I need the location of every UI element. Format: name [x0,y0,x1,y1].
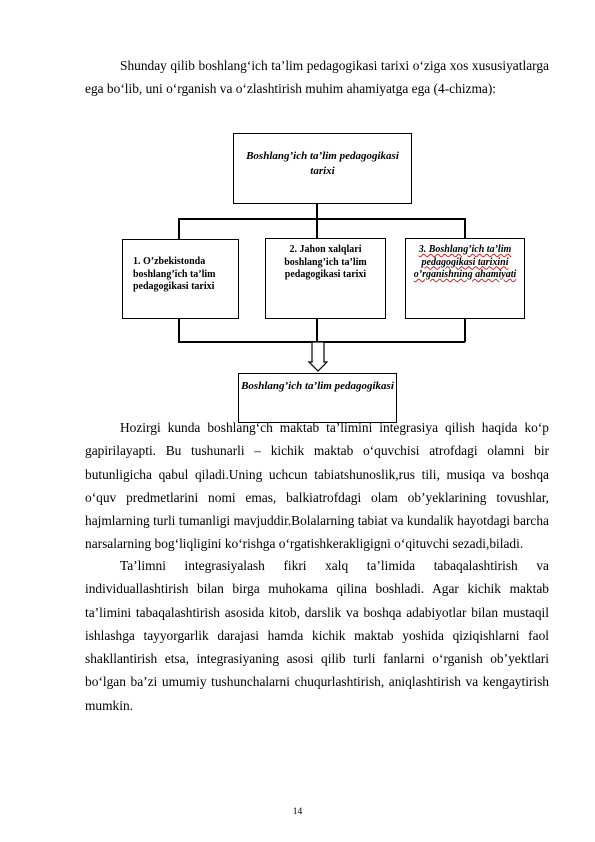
box3-label: 3. Boshlang’ich ta’lim pedagogikasi tarixini o’rganishning ahamiyati [413,244,517,280]
diagram-box-world [265,238,386,319]
intro-paragraph: Shunday qilib boshlang‘ich ta’lim pedagogikasi tarixi o‘ziga xos xususiyatlarga ega bo‘lib, uni o‘rganish va o‘zlashtirish muhim ahamiyatga ega (4-chizma): [85,58,549,97]
connector-right-drop-bottom [464,319,466,342]
diagram-box-importance [405,238,525,319]
connector-top-stem [316,204,318,219]
connector-left-drop-bottom [178,319,180,342]
connector-left-drop-top [178,218,180,239]
connector-right-drop-top [464,218,466,239]
top-box-label: Boshlang’ich ta’lim pedagogikasi tarixi [246,150,399,177]
down-arrow-icon [308,342,328,372]
diagram-top-box [233,133,412,204]
box2-label: 2. Jahon xalqlari boshlang’ich ta’lim pedagogikasi tarixi [284,244,367,280]
diagram-box-uzbekistan [122,239,239,319]
box1-label: 1. O’zbekistonda boshlang’ich ta’lim pedagogikasi tarixi [133,256,216,292]
bottom-box-label: Boshlang’ich ta’lim pedagogikasi [241,380,394,392]
connector-mid-drop-top [316,218,318,239]
connector-mid-drop-bottom [316,319,318,342]
body-paragraph-differentiation: Ta’limni integrasiyalash fikri xalq ta’limida tabaqalashtirish va individuallashtirish bilan birga muhokama qilina boshladi. Agar kichik maktab ta’limini tabaqalashtirish asosida kitob, darslik va boshqa adabiyotlar bilan mustaqil ishlashga tayyorgarlik darajasi hamda kichik maktab yoshida qiziqishlarni faol shakllantirish etsa, integrasiyaning asosi qilib turli fanlarni o‘rganish ob’yektlari bo‘lgan ba’zi umumiy tushunchalarni chuqurlashtirish, aniqlashtirish va kengaytirish mumkin. [85,558,549,713]
connector-horizontal-top [178,218,465,220]
body-paragraph-integration: Hozirgi kunda boshlang‘ch maktab ta’limini integrasiya qilish haqida ko‘p gapirilayapti. Bu tushunarli – kichik maktab o‘quvchisi atrofdagi olamni bir butunligicha qabul qiladi.Uning uchcun tabiatshunoslik,rus tili, musiqa va boshqa o‘quv predmetlarini nomi emas, balkiatrofdagi olam ob’yeklarining tovushlar, hajmlarning turli tumanligi mavjuddir.Bolalarning tabiat va kundalik hayotdagi barcha narsalarning bog‘liqligini ko‘rishga o‘rgatishkerakligigni o‘qituvchi sezadi,biladi. [85,420,549,552]
page-number: 14 [292,807,303,817]
